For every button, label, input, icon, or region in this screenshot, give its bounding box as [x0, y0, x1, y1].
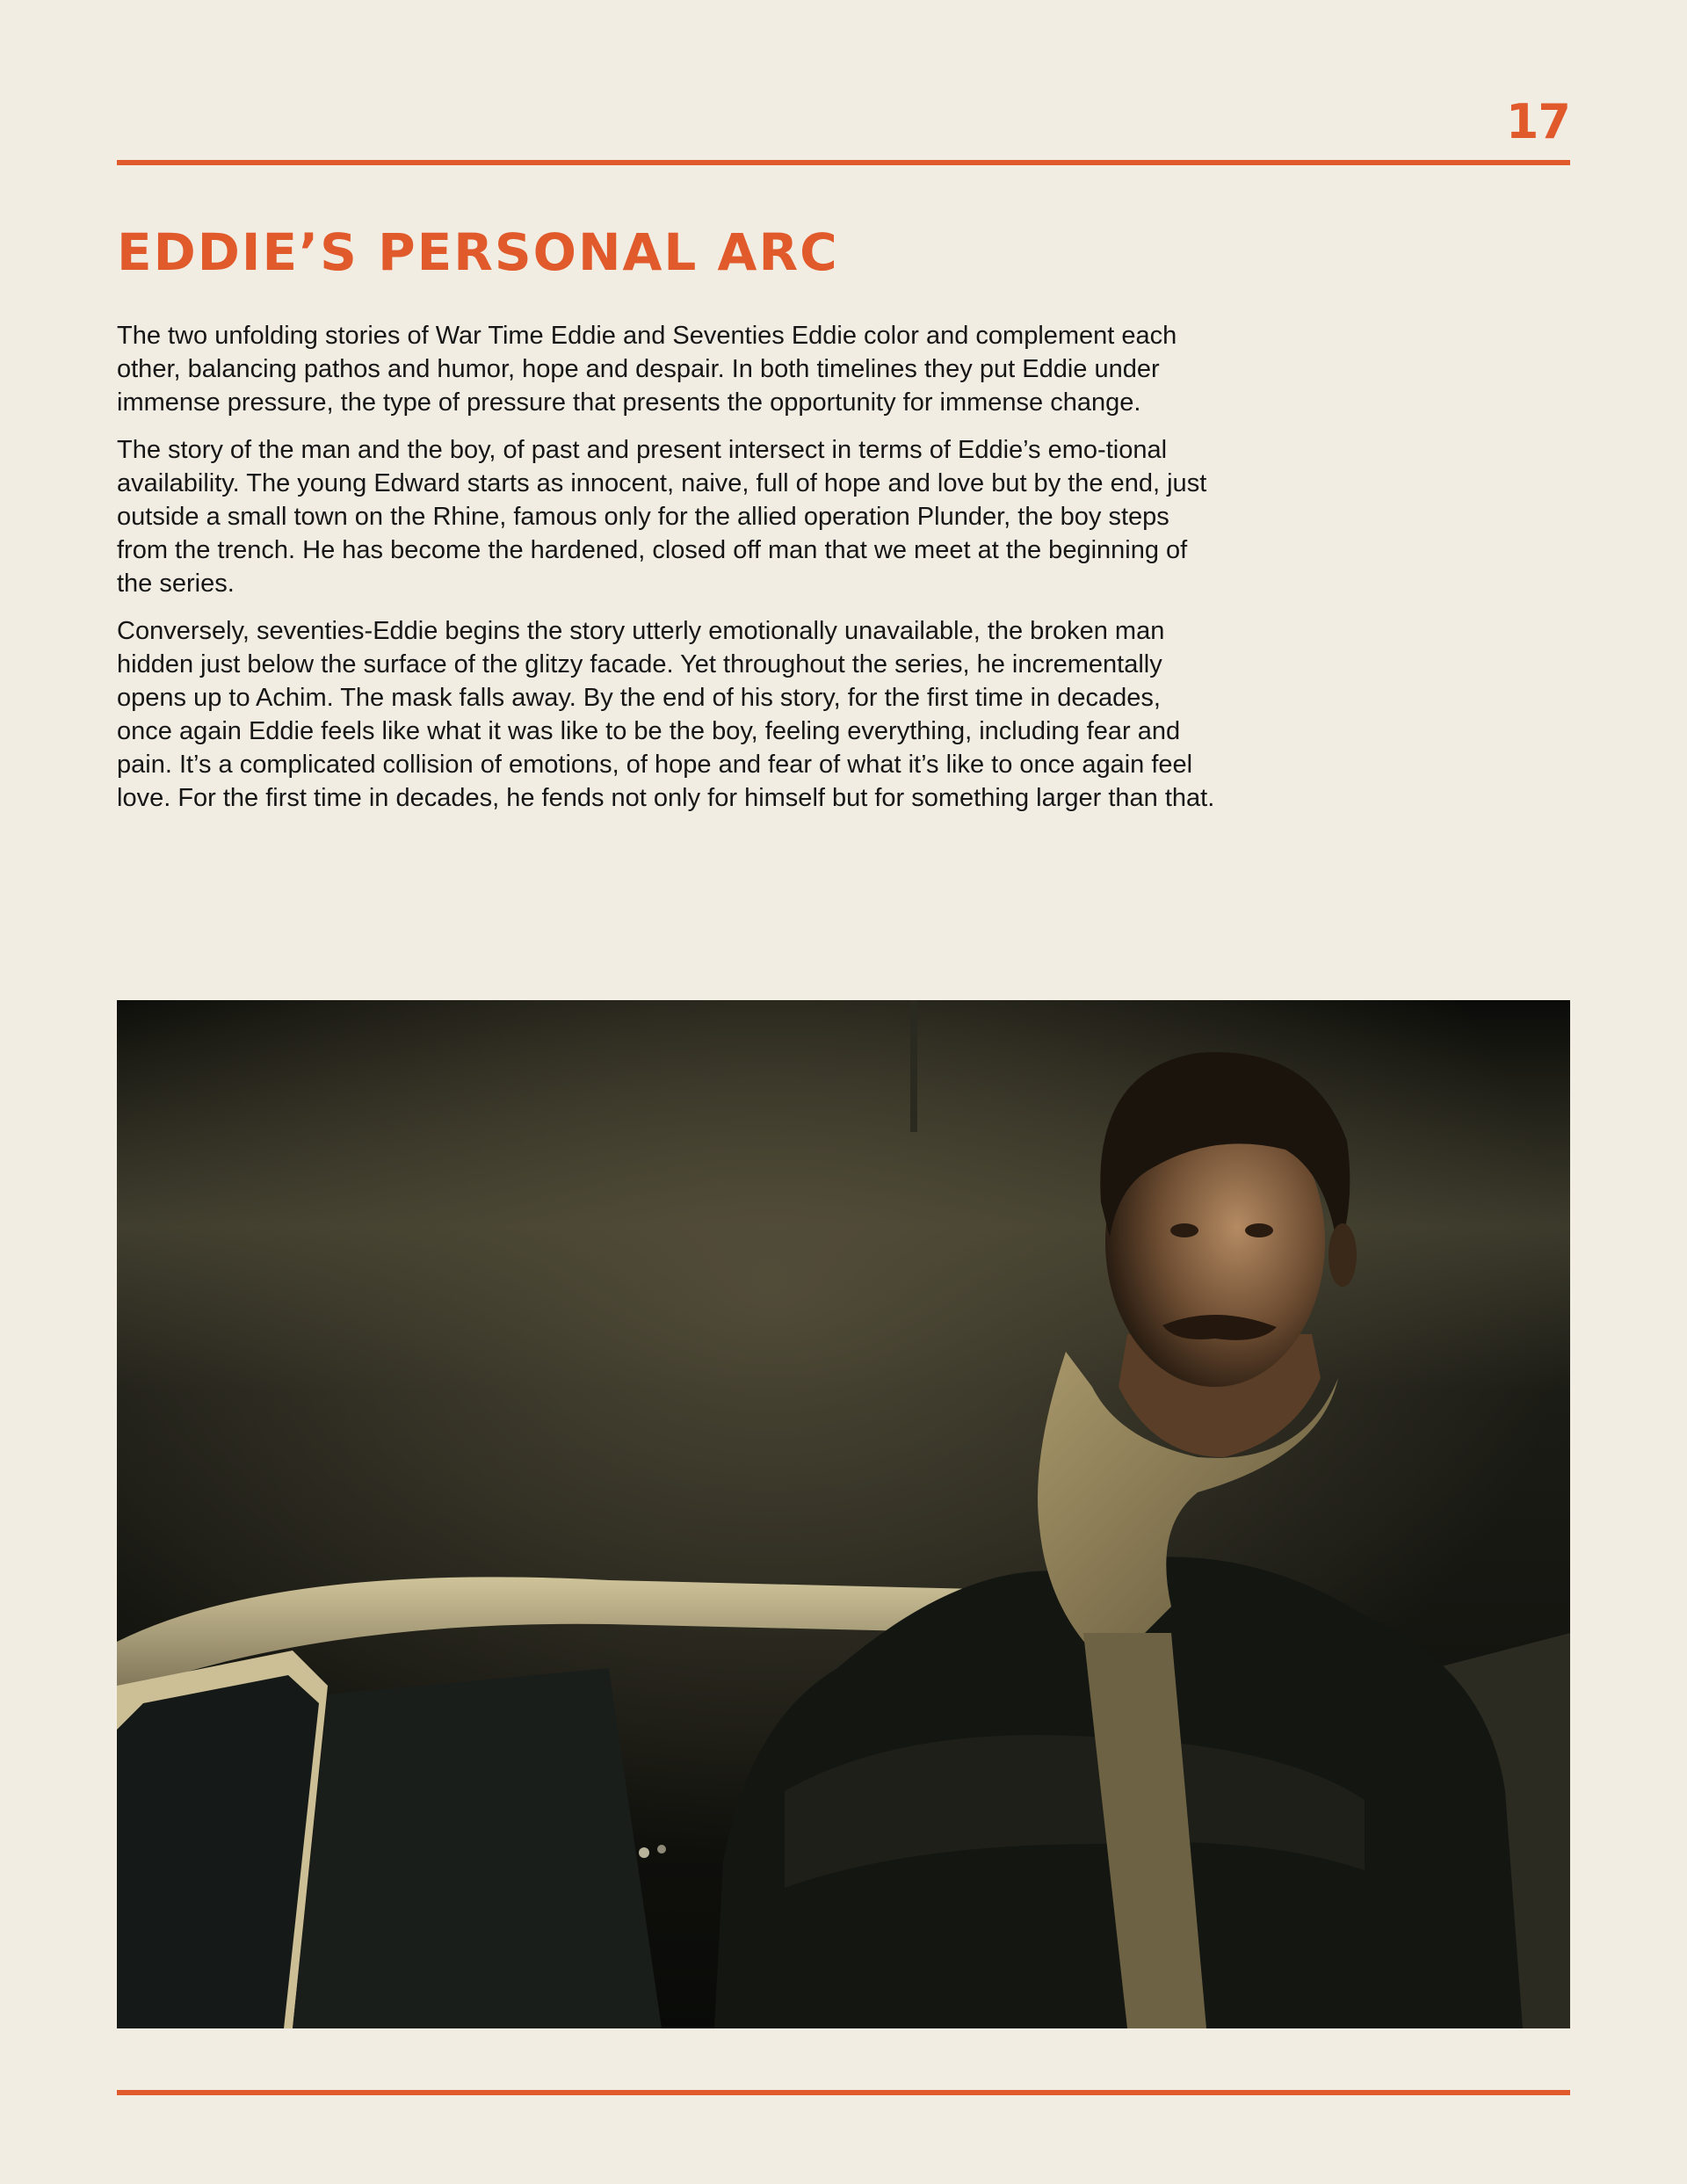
top-divider — [117, 160, 1570, 165]
body-text — [117, 319, 1215, 829]
paragraph: The story of the man and the boy, of past and present intersect in terms of Eddie’s emo-tional availability. The young Edward starts as innocent, naive, full of hope and love but by the end, just outside a small town on the Rhine, famous only for the allied operation Plunder, the boy steps from the trench. He has become the hardened, closed off man that we meet at the beginning of the series. — [117, 436, 1207, 598]
section-heading: EDDIE’S PERSONAL ARC — [117, 222, 839, 282]
film-still-photo — [117, 1000, 1570, 2028]
page-number: 17 — [1505, 94, 1570, 149]
paragraph: Conversely, seventies-Eddie begins the story utterly emotionally unavailable, the broken man hidden just below the surface of the glitzy facade. Yet throughout the series, he incrementally opens up to Achim. The mask falls away. By the end of his story, for the first time in decades, once again Eddie feels like what it was like to be the boy, feeling everything, including fear and pain. It’s a complicated collision of emotions, of hope and fear of what it’s like to once again feel love. For the first time in decades, he fends not only for himself but for something larger than that. — [117, 617, 1215, 812]
bottom-divider — [117, 2090, 1570, 2095]
paragraph: The two unfolding stories of War Time Eddie and Seventies Eddie color and complement each other, balancing pathos and humor, hope and despair. In both timelines they put Eddie under immense pressure, the type of pressure that presents the opportunity for immense change. — [117, 322, 1177, 417]
